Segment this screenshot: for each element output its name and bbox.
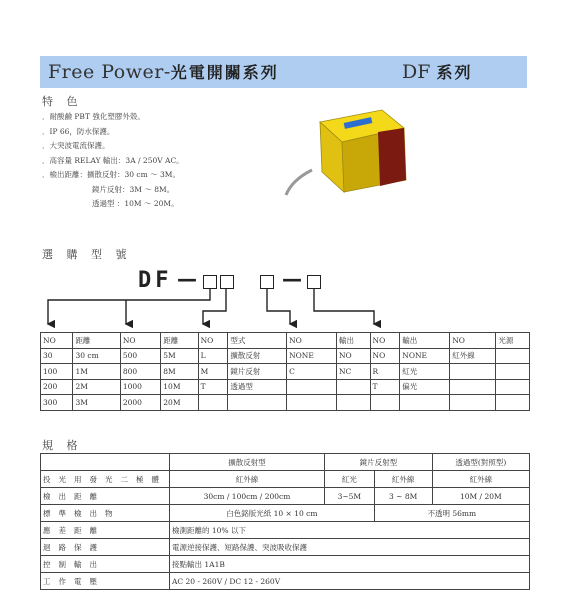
table-row: 投光用發光二極體 紅外線 紅光 紅外線 紅外線 <box>41 471 530 488</box>
table-row: 迴路保護 電源逆接保護、短路保護、突波吸收保護 <box>41 539 530 556</box>
model-code-dash: — <box>282 267 302 291</box>
selection-heading: 選 購 型 號 <box>42 248 132 261</box>
table-header-row: NO 距離 NO 距離 NO 型式 NO 輸出 NO 輸出 NO 光源 <box>41 333 530 349</box>
feature-item: ．檢出距離：擴散反射：30 cm ～ 3M。 <box>42 170 180 179</box>
table-row: 檢出距離 30cm / 100cm / 200cm 3~5M 3 ~ 8M 10M / 20M <box>41 488 530 505</box>
feature-item: ．IP 66，防水保護。 <box>42 126 115 136</box>
model-code-dash: — <box>177 267 197 291</box>
series-title: DF 系列 <box>402 61 473 83</box>
table-row: 標準檢出物 白色銘版光紙 10 × 10 cm 不透明 56mm <box>41 505 530 522</box>
table-row: 工作電壓 AC 20 - 260V / DC 12 - 260V <box>41 573 530 590</box>
table-row: 100 1M 800 8M M 鏡片反射 C NC R 紅光 <box>41 364 530 380</box>
model-code-prefix: DF <box>138 268 173 293</box>
table-row: 300 3M 2000 20M <box>41 395 530 411</box>
features-heading: 特 色 <box>42 95 83 108</box>
feature-item: ．耐酸鹼 PBT 強化塑膠外殼。 <box>42 112 145 121</box>
feature-item: 鏡片反射：3M ～ 8M。 <box>92 184 175 194</box>
feature-item: ．大突波電流保護。 <box>42 141 110 150</box>
spec-table <box>40 453 530 590</box>
feature-item: 透過型 ：10M ～ 20M。 <box>92 199 179 208</box>
spec-heading: 規 格 <box>42 439 83 452</box>
table-row: 控制輸出 接點輸出 1A1B <box>41 556 530 573</box>
table-header-row: 擴散反射型 鏡片反射型 透過型(對照型) <box>41 454 530 471</box>
table-row: 200 2M 1000 10M T 透過型 T 偏光 <box>41 379 530 395</box>
table-row: 30 30 cm 500 5M L 擴散反射 NONE NO NO NONE 紅外線 <box>41 348 530 364</box>
page-title: Free Power-光電開關系列 <box>48 61 279 83</box>
table-row: 應差距離 檢測距離的 10% 以下 <box>41 522 530 539</box>
feature-item: ．高容量 RELAY 輸出：3A / 250V AC。 <box>42 155 184 165</box>
option-table <box>40 332 530 411</box>
